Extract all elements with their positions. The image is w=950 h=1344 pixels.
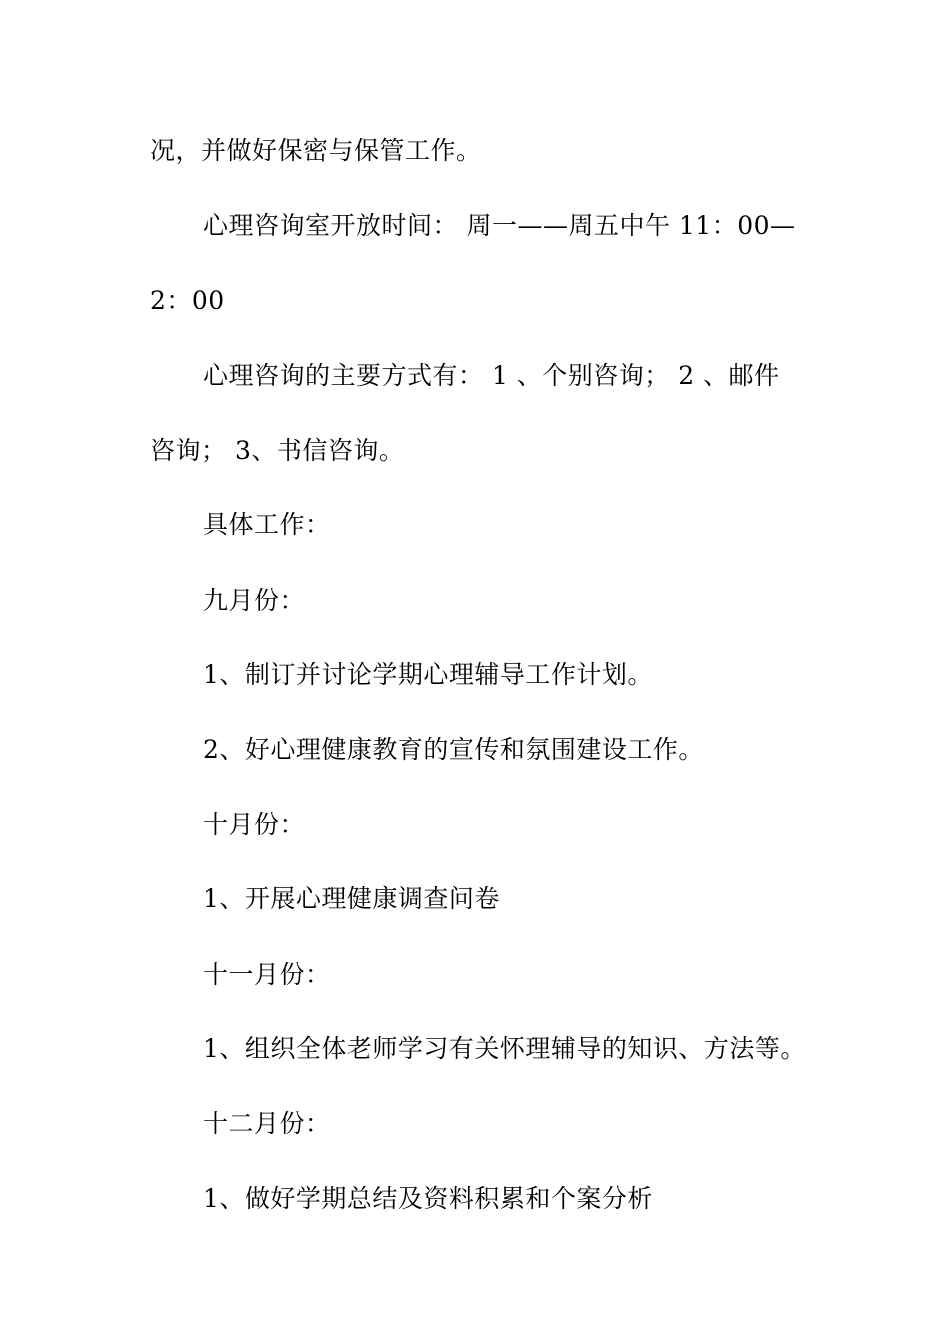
heading-december: 十二月份： xyxy=(203,1109,331,1138)
paragraph-consult-methods: 心理咨询的主要方式有： 1 、个别咨询； 2 、邮件 xyxy=(203,361,780,390)
list-item: 1、做好学期总结及资料积累和个案分析 xyxy=(203,1184,653,1213)
heading-september: 九月份： xyxy=(203,586,306,615)
list-item: 1、开展心理健康调查问卷 xyxy=(203,884,500,913)
heading-specific-work: 具体工作： xyxy=(203,510,331,539)
heading-october: 十月份： xyxy=(203,810,306,839)
paragraph-opening-hours-cont: 2：00 xyxy=(150,286,225,315)
paragraph-consult-methods-cont: 咨询； 3、书信咨询。 xyxy=(150,436,405,465)
list-item: 2、好心理健康教育的宣传和氛围建设工作。 xyxy=(203,735,704,764)
paragraph-continuation: 况，并做好保密与保管工作。 xyxy=(150,136,482,165)
list-item: 1、组织全体老师学习有关怀理辅导的知识、方法等。 xyxy=(203,1034,806,1063)
paragraph-opening-hours: 心理咨询室开放时间： 周一——周五中午 11：00— xyxy=(203,211,796,240)
heading-november: 十一月份： xyxy=(203,960,331,989)
list-item: 1、制订并讨论学期心理辅导工作计划。 xyxy=(203,660,653,689)
